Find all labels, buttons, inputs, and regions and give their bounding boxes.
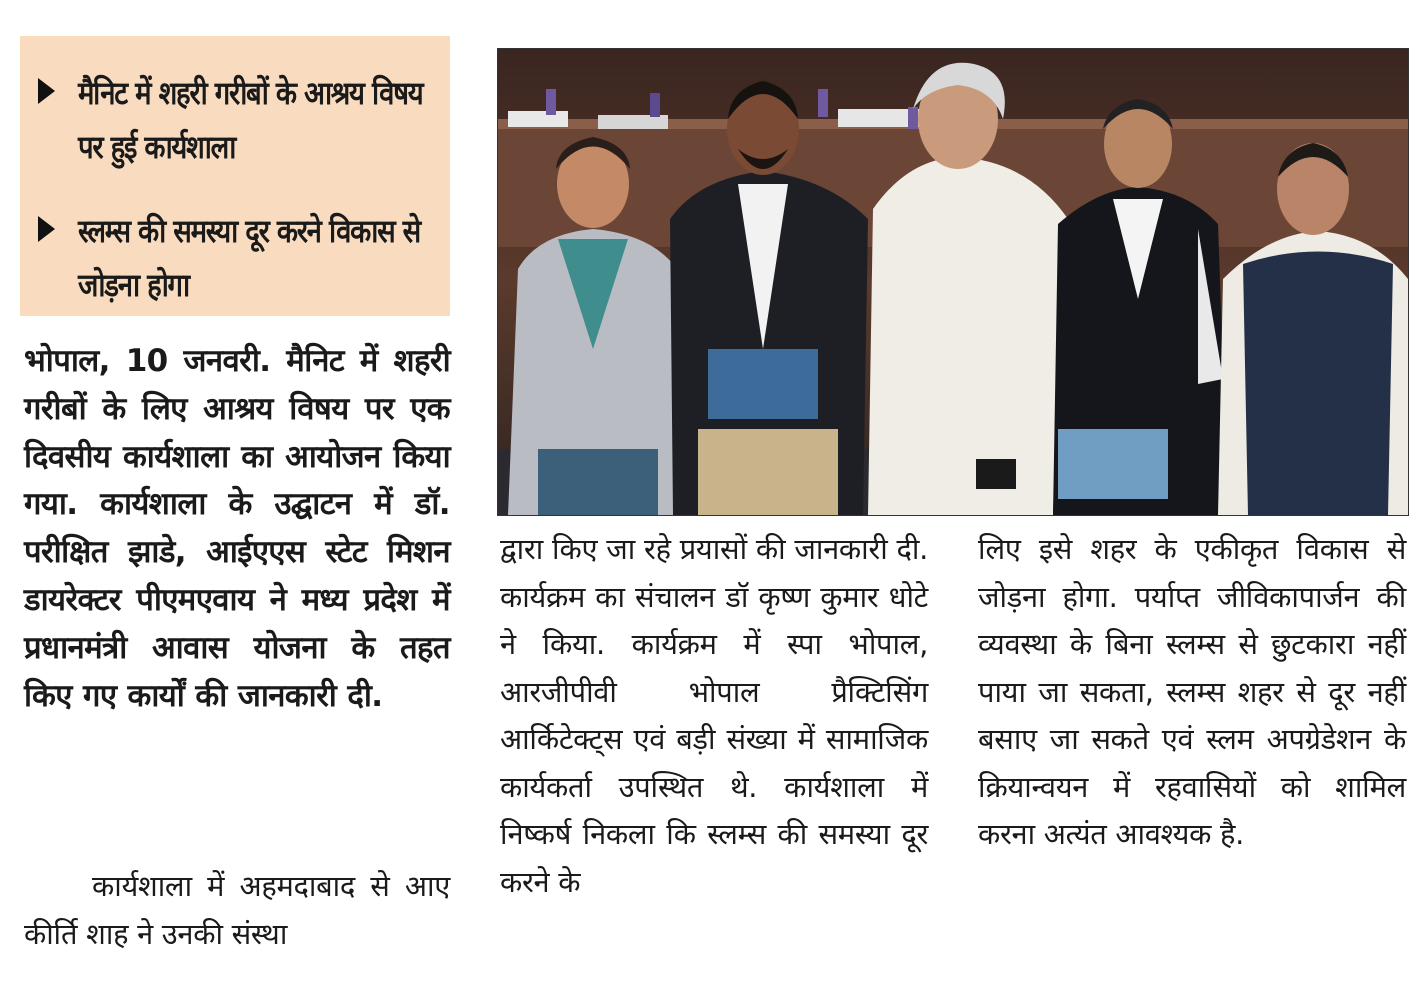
triangle-bullet-icon [38, 78, 55, 104]
highlight-text: मैनिट में शहरी गरीबों के आश्रय विषय पर हुई कार्यशाला [78, 74, 423, 166]
article-lead: भोपाल, 10 जनवरी. मैनिट में शहरी गरीबों के लिए आश्रय विषय पर एक दिवसीय कार्यशाला का आयोजन किया गया. कार्यशाला के उद्घाटन में डॉ. परीक्षित झाडे, आईएएस स्टेट मिशन डायरेक्टर पीएमएवाय ने मध्य प्रदेश में प्रधानमंत्री आवास योजना के तहत किए गए कार्यों की जानकारी दी. [24, 343, 450, 714]
article-column-3: लिए इसे शहर के एकीकृत विकास से जोड़ना होगा. पर्याप्त जीविकापार्जन की व्यवस्था के बिना स्लम्स से छुटकारा नहीं पाया जा सकता, स्लम्स शहर से दूर नहीं बसाए जा सकते एवं स्लम अपग्रेडेशन के क्रियान्वयन में रहवासियों को शामिल करना अत्यंत आवश्यक है. [978, 532, 1406, 851]
triangle-bullet-icon [38, 216, 55, 242]
article-column-1 [24, 862, 450, 958]
highlight-text: स्लम्स की समस्या दूर करने विकास से जोड़ना होगा [78, 212, 420, 304]
highlights-box [20, 36, 450, 316]
article-column-2: द्वारा किए जा रहे प्रयासों की जानकारी दी. कार्यक्रम का संचालन डॉ कृष्ण कुमार धोटे ने किया. कार्यक्रम में स्पा भोपाल, आरजीपीवी भोपाल प्रैक्टिसिंग आर्किटेक्ट्स एवं बड़ी संख्या में सामाजिक कार्यकर्ता उपस्थित थे. कार्यशाला में निष्कर्ष निकला कि स्लम्स की समस्या दूर करने के [500, 532, 928, 899]
article-paragraph: कार्यशाला में अहमदाबाद से आए कीर्ति शाह ने उनकी संस्था [24, 869, 450, 951]
news-photo [497, 48, 1409, 516]
group-photo-image [498, 49, 1408, 515]
